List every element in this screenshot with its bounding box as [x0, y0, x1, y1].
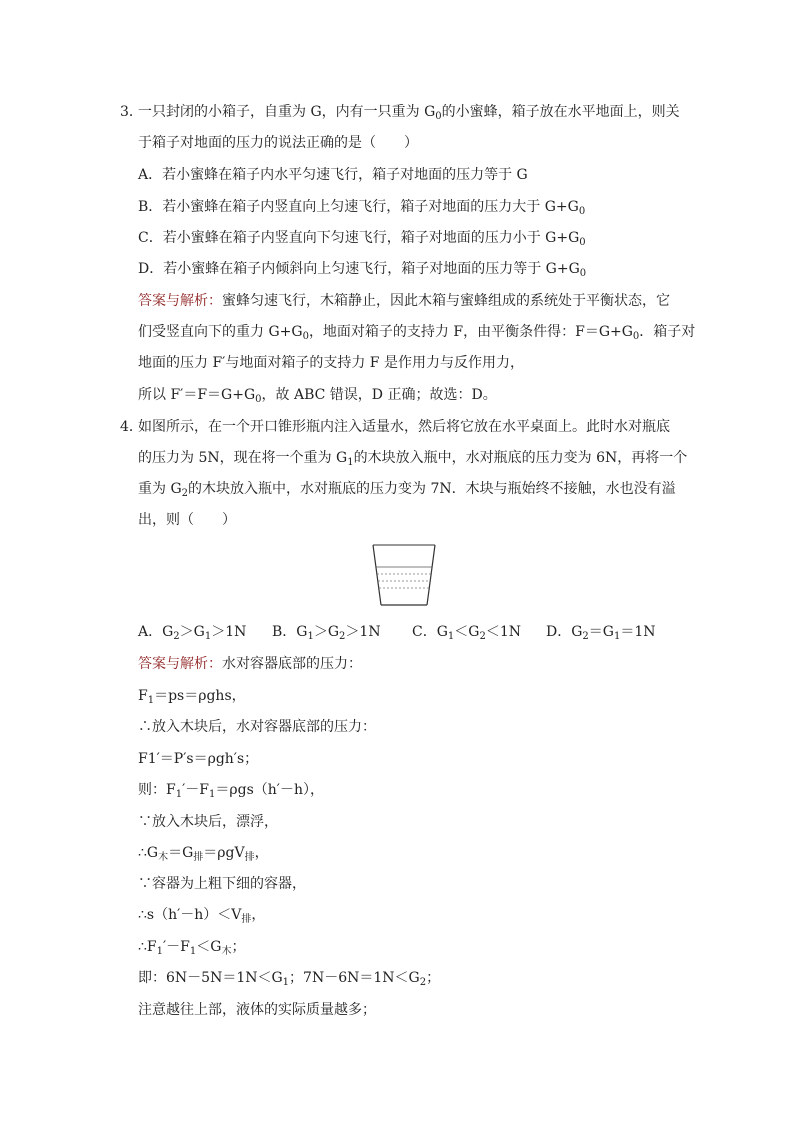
q3-answer-line1: 答案与解析：蜜蜂匀速飞行，木箱静止，因此木箱与蜜蜂组成的系统处于平衡状态，它 [138, 293, 670, 309]
q4-step-2: ∴放入木块后，水对容器底部的压力： [138, 719, 376, 735]
q4-answer-intro: 答案与解析：水对容器底部的压力： [138, 656, 362, 672]
q4-step-1: $F_1=ps=\rho ghs$， [138, 688, 246, 706]
q4-stem-line2: 的压力为 5N，现在将一个重为 $G_1$的木块放入瓶中，水对瓶底的压力变为 6N，再将一个 [138, 450, 688, 468]
q3-option-b: B．若小蜜蜂在箱子内竖直向上匀速飞行，箱子对地面的压力大于 $G+G_0$ [138, 199, 586, 217]
q4-option-a: A．$G_2>G_1>1N$ [138, 624, 247, 642]
answer-label: 答案与解析： [138, 656, 222, 672]
q4-number: 4． [120, 419, 143, 435]
q3-option-d: D．若小蜜蜂在箱子内倾斜向上匀速飞行，箱子对地面的压力等于 $G+G_0$ [138, 261, 587, 279]
q4-step-4: 则：$F_1'-F_1=\rho gs(h'-h)$， [138, 782, 324, 800]
answer-label: 答案与解析： [138, 293, 222, 309]
q3-answer-line4: 所以 $F'=F=G+G_0$，故 ABC 错误，D 正确；故选：D。 [138, 387, 497, 405]
q4-stem-line4: 出，则（ ） [138, 512, 236, 528]
q4-stem-line1: 如图所示，在一个开口锥形瓶内注入适量水，然后将它放在水平桌面上。此时水对瓶底 [138, 419, 670, 435]
q3-option-a: A．若小蜜蜂在箱子内水平匀速飞行，箱子对地面的压力等于 G [138, 167, 528, 183]
q4-step-9: $\therefore F_1'-F_1<G_木$； [138, 939, 246, 957]
q4-step-11: 注意越往上部，液体的实际质量越多； [138, 1002, 376, 1018]
q4-option-c: C．$G_1<G_2<1N$ [412, 624, 522, 642]
q3-answer-line3: 地面的压力 F′与地面对箱子的支持力 F 是作用力与反作用力， [138, 355, 524, 371]
q3-stem-line2: 于箱子对地面的压力的说法正确的是（ ） [138, 135, 418, 151]
q4-step-3: F1′＝P′s＝ρgh′s； [138, 751, 259, 767]
q4-step-5: ∵放入木块后，漂浮， [138, 814, 278, 830]
q4-step-7: ∵容器为上粗下细的容器， [138, 876, 306, 892]
q4-step-10: 即：$6N-5N=1N<G_1$；$7N-6N=1N<G_2$； [138, 970, 441, 988]
q4-stem-line3: 重为 $G_2$的木块放入瓶中，水对瓶底的压力变为 7N．木块与瓶始终不接触，水也没有溢 [138, 481, 676, 499]
q3-number: 3． [120, 104, 143, 120]
q4-step-8: $\therefore s(h'-h)<V_排$， [138, 907, 266, 925]
q3-stem-line1: 一只封闭的小箱子，自重为 G，内有一只重为 $G_0$的小蜜蜂，箱子放在水平地面上，则关 [138, 104, 680, 122]
flask-icon [372, 543, 436, 607]
q3-option-c: C．若小蜜蜂在箱子内竖直向下匀速飞行，箱子对地面的压力小于 $G+G_0$ [138, 230, 586, 248]
q4-option-d: D．$G_2=G_1=1N$ [546, 624, 656, 642]
q4-option-b: B．$G_1>G_2>1N$ [272, 624, 381, 642]
flask-figure [372, 543, 436, 611]
q3-answer-line2: 们受竖直向下的重力 $G+G_0$，地面对箱子的支持力 F，由平衡条件得：$F=G+G_0$．箱子对 [138, 324, 696, 342]
q4-step-6: $\therefore G_木=G_排=\rho gV_排$， [138, 845, 269, 863]
